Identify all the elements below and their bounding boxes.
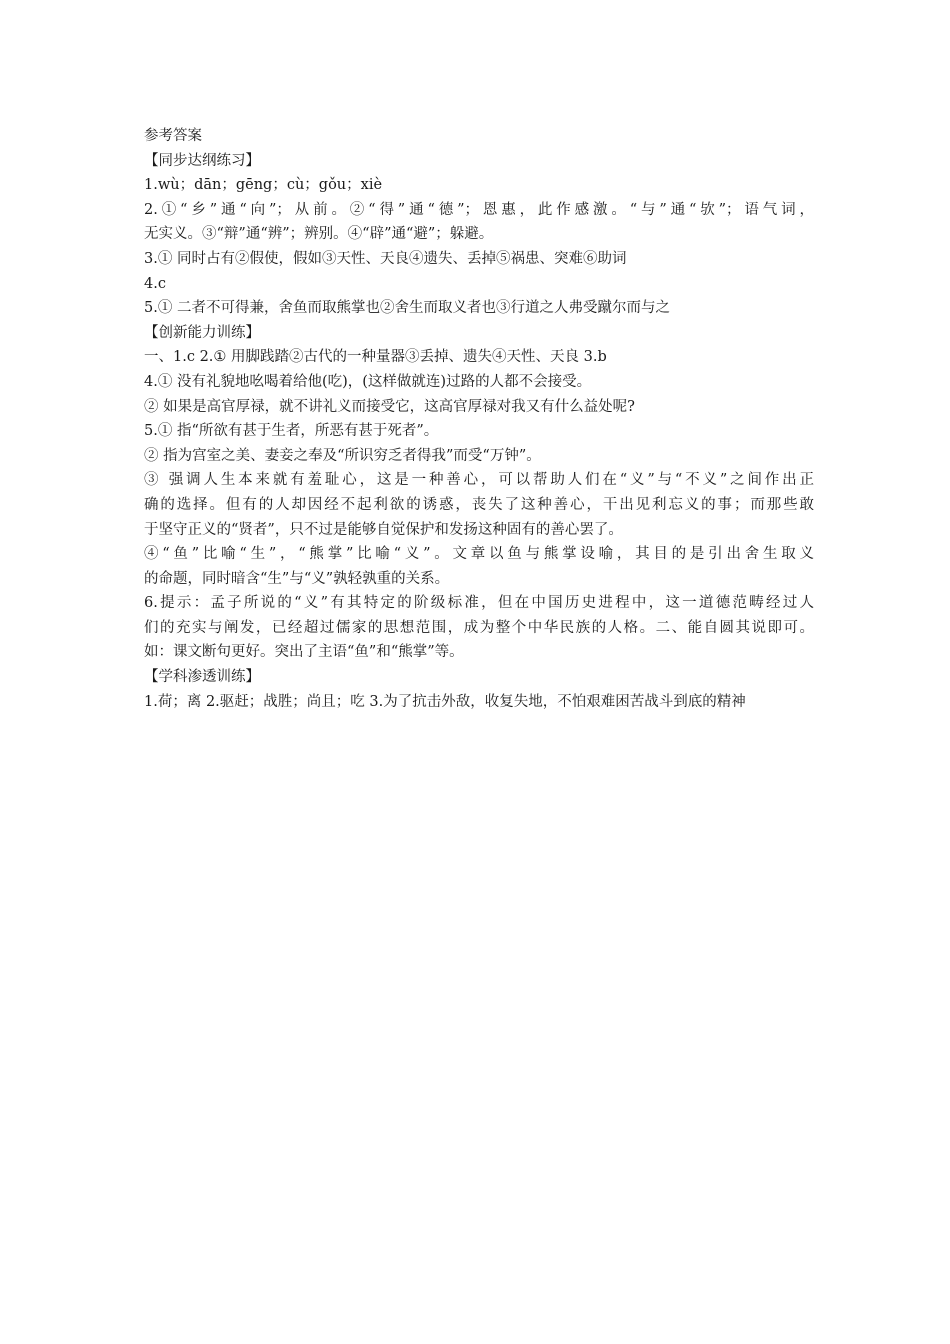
section-heading-sync-practice: 【同步达纲练习】 bbox=[144, 152, 260, 169]
answer-key-document bbox=[144, 124, 814, 714]
section-heading-cross-subject-training: 【学科渗透训练】 bbox=[144, 669, 260, 686]
answer-line: 于坚守正义的“贤者”，只不过是能够自觉保护和发扬这种固有的善心罢了。 bbox=[144, 521, 623, 538]
answer-line: 无实义。③“辩”通“辨”；辨别。④“辟”通“避”；躲避。 bbox=[144, 226, 494, 243]
answer-line: ④“鱼”比喻“生”，“熊掌”比喻“义”。文章以鱼与熊掌设喻，其目的是引出舍生取义 bbox=[144, 546, 814, 563]
answer-line: 如：课文断句更好。突出了主语“鱼”和“熊掌”等。 bbox=[144, 644, 464, 661]
answer-line: 3.① 同时占有②假使，假如③天性、天良④遗失、丢掉⑤祸患、突难⑥助词 bbox=[144, 250, 627, 267]
answer-line: 2.①“乡”通“向”；从前。②“得”通“德”；恩惠，此作感激。“与”通“欤”；语气词， bbox=[144, 201, 814, 218]
answer-line: 一、1.c 2.① 用脚践踏②古代的一种量器③丢掉、遗失④天性、天良 3.b bbox=[144, 349, 607, 366]
answer-line: 1.wù；dān；gēng；cù；gǒu；xiè bbox=[144, 177, 383, 194]
answer-line: 的命题，同时暗含“生”与“义”孰轻孰重的关系。 bbox=[144, 570, 450, 587]
answer-line: 4.① 没有礼貌地吆喝着给他(吃)，(这样做就连)过路的人都不会接受。 bbox=[144, 373, 592, 390]
answer-line: ② 指为宫室之美、妻妾之奉及“所识穷乏者得我”而受“万钟”。 bbox=[144, 447, 541, 464]
answer-line: 5.① 二者不可得兼，舍鱼而取熊掌也②舍生而取义者也③行道之人弗受蹴尔而与之 bbox=[144, 300, 670, 317]
answer-line: 4.c bbox=[144, 275, 166, 292]
answer-line: 1.荷；离 2.驱赶；战胜；尚且；吃 3.为了抗击外敌，收复失地，不怕艰难困苦战斗到底的精神 bbox=[144, 693, 746, 710]
answer-line: ② 如果是高官厚禄，就不讲礼义而接受它，这高官厚禄对我又有什么益处呢? bbox=[144, 398, 635, 415]
document-title: 参考答案 bbox=[144, 128, 202, 144]
answer-line: 6.提示：孟子所说的“义”有其特定的阶级标准，但在中国历史进程中，这一道德范畴经过人 bbox=[144, 595, 814, 612]
answer-line: 5.① 指“所欲有甚于生者，所恶有甚于死者”。 bbox=[144, 423, 439, 440]
answer-line: ③ 强调人生本来就有羞耻心，这是一种善心，可以帮助人们在“义”与“不义”之间作出正 bbox=[144, 472, 814, 489]
answer-line: 们的充实与阐发，已经超过儒家的思想范围，成为整个中华民族的人格。二、能自圆其说即可。 bbox=[144, 619, 814, 636]
section-heading-innovation-training: 【创新能力训练】 bbox=[144, 324, 260, 341]
answer-line: 确的选择。但有的人却因经不起利欲的诱惑，丧失了这种善心，干出见利忘义的事；而那些敢 bbox=[144, 496, 814, 513]
